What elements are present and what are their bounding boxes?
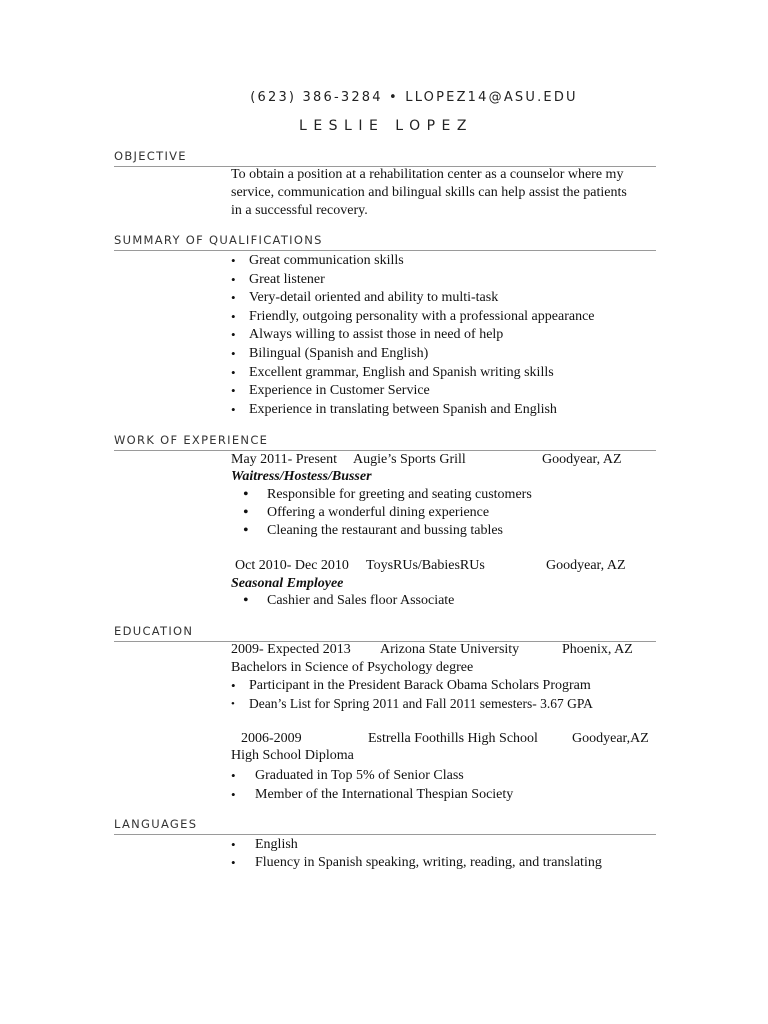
school-location: Phoenix, AZ [562,642,633,657]
job-role: Waitress/Hostess/Busser [231,469,372,484]
resume-page: (623) 386-3284 • LLOPEZ14@ASU.EDU LESLIE LOPEZ OBJECTIVE To obtain a position at a rehabilitation center as a counselor where my service, communication and bilingual skills can help assist the patients in a successful recovery. SUMMARY OF QUALIFICATIONS • Great communication skills • Great listener • Very-detail oriented and ability to multi-task • Friendly, outgoing personality with a professional appearance • Always willing to assist those in need of help • Bilingual (Spanish and English) • Excellent grammar, English and Spanish writing skills • Experience in Customer Service • Experience in translating between Spanish and English WORK OF EXPERIENCE May 2011- Present Augie’s Sports Grill Goodyear, AZ Waitress/Hostess/Busser • Responsible for greeting and seating customers • Offering a wonderful dining experience • Cleaning the restaurant and bussing tables Oct 2010- Dec 2010 ToysRUs/BabiesRUs Goodyear, AZ Seasonal Employee • Cashier and Sales floor Associate EDUCATION 2009- Expected 2013 Arizona State University Phoenix, AZ Bachelors in Science of Psychology degree • Participant in the President Barack Obama Scholars Program • Dean’s List for Spring 2011 and Fall 2011 semesters- 3.67 GPA 2006-2009 Estrella Foothills High School Goodyear,AZ High School Diploma • Graduated in Top 5% of Senior Class • Member of the International Thespian Society LANGUAGES • English • Fluency in Spanish speaking, writing, reading, and translating [0,0,768,1024]
bullet-icon: • [231,768,236,783]
bullet-icon: • [231,787,236,802]
bullet-icon: • [231,855,236,870]
job-dates: Oct 2010- Dec 2010 [235,558,349,573]
bullet-icon: • [243,486,249,503]
bullet-icon: • [243,592,249,609]
job-role: Seasonal Employee [231,576,344,591]
bullet-icon: • [231,698,235,710]
contact-line: (623) 386-3284 • LLOPEZ14@ASU.EDU [250,90,578,105]
school-dates: 2009- Expected 2013 [231,642,351,657]
school-name: Arizona State University [380,642,520,657]
section-title-objective: OBJECTIVE [114,149,187,163]
school-name: Estrella Foothills High School [368,731,538,746]
section-rule [114,250,656,251]
job-employer: ToysRUs/BabiesRUs [366,558,485,573]
job-employer: Augie’s Sports Grill [353,452,466,467]
school-dates: 2006-2009 [241,731,302,746]
bullet-icon: • [231,327,236,343]
bullet-icon: • [231,678,236,693]
bullet-icon: • [231,345,236,361]
section-title-work: WORK OF EXPERIENCE [114,433,269,447]
objective-line: To obtain a position at a rehabilitation center as a counselor where my [231,167,624,182]
job-dates: May 2011- Present [231,452,338,467]
bullet-icon: • [243,522,249,539]
job-location: Goodyear, AZ [542,452,622,467]
section-title-education: EDUCATION [114,624,194,638]
bullet-icon: • [231,271,236,287]
section-rule [114,834,656,835]
school-degree: Bachelors in Science of Psychology degree [231,660,474,675]
bullet-icon: • [231,837,236,852]
job-location: Goodyear, AZ [546,558,626,573]
section-title-qualifications: SUMMARY OF QUALIFICATIONS [114,233,323,247]
school-location: Goodyear,AZ [572,731,649,746]
bullet-icon: • [231,383,236,399]
bullet-icon: • [231,308,236,324]
bullet-icon: • [243,504,249,521]
school-degree: High School Diploma [231,748,354,763]
bullet-icon: • [231,401,236,417]
section-title-languages: LANGUAGES [114,817,198,831]
objective-line: in a successful recovery. [231,203,368,218]
objective-text [231,166,661,220]
candidate-name: LESLIE LOPEZ [299,118,473,134]
bullet-icon: • [231,290,236,306]
bullet-icon: • [231,253,236,268]
bullet-icon: • [231,364,236,380]
objective-line: service, communication and bilingual skills can help assist the patients [231,185,627,200]
